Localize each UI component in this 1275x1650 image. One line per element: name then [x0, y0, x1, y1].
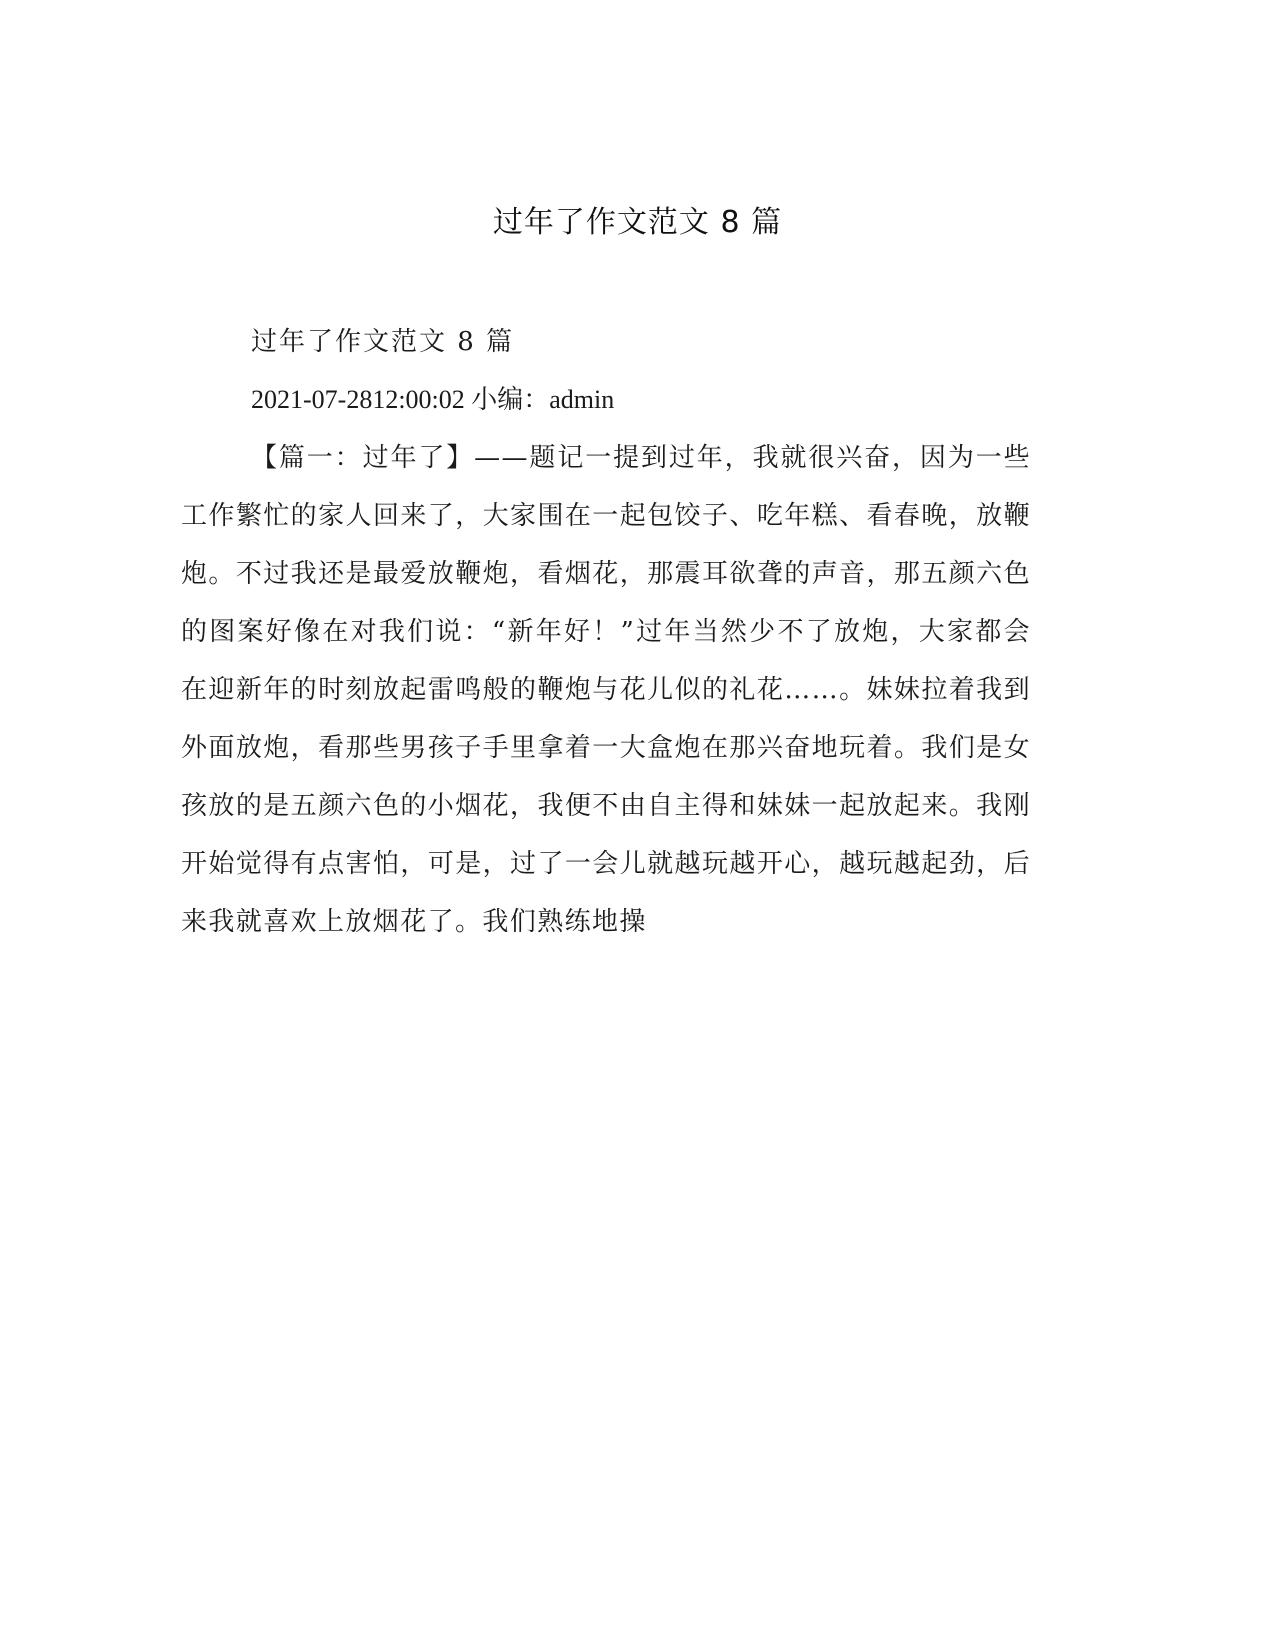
article-paragraph: 【篇一：过年了】——题记一提到过年，我就很兴奋，因为一些工作繁忙的家人回来了，大家围在一起包饺子、吃年糕、看春晚，放鞭炮。不过我还是最爱放鞭炮，看烟花，那震耳欲聋的声音，那五颜六色的图案好像在对我们说：“新年好！”过年当然少不了放炮，大家都会在迎新年的时刻放起雷鸣般的鞭炮与花儿似的礼花……。妹妹拉着我到外面放炮，看那些男孩子手里拿着一大盒炮在那兴奋地玩着。我们是女孩放的是五颜六色的小烟花，我便不由自主得和妹妹一起放起来。我刚开始觉得有点害怕，可是，过了一会儿就越玩越开心，越玩越起劲，后来我就喜欢上放烟花了。我们熟练地操	[181, 443, 1031, 937]
article-meta: 2021-07-2812:00:02 小编：admin	[251, 385, 615, 414]
article-subtitle: 过年了作文范文 8 篇	[251, 327, 515, 357]
document-body	[181, 313, 1031, 951]
document-title: 过年了作文范文 8 篇	[492, 205, 783, 240]
